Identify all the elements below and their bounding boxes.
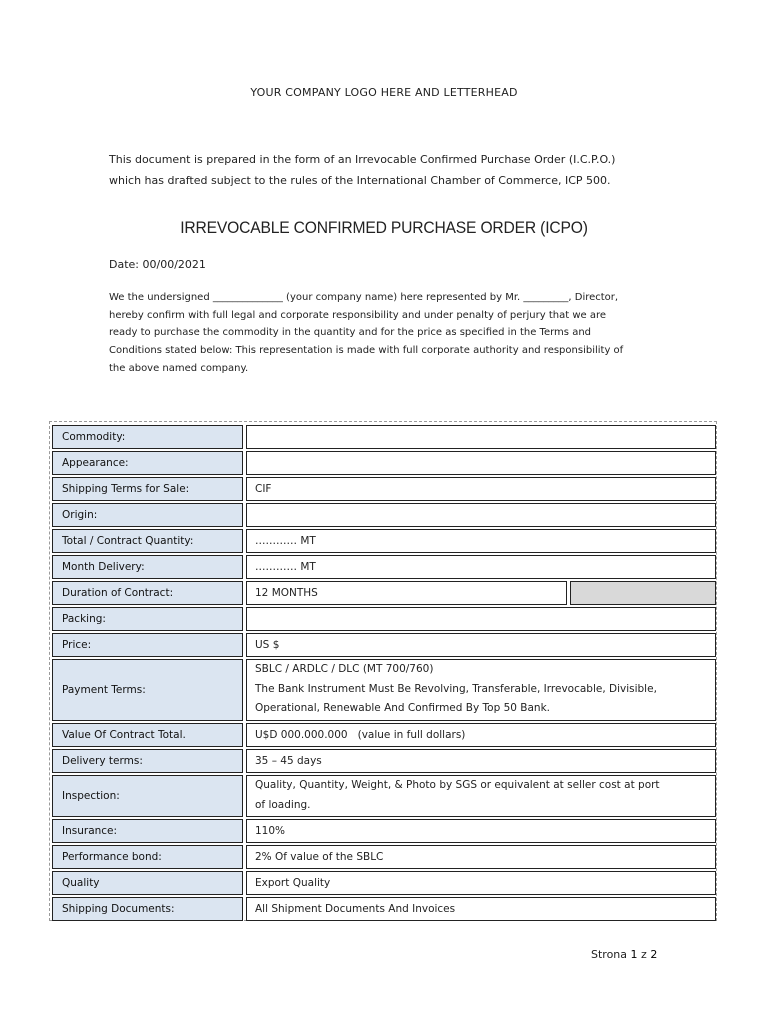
page-total: 2 [650, 948, 658, 961]
inspection-line: Quality, Quantity, Weight, & Photo by SGS or equivalent at seller cost at port [255, 779, 660, 791]
origin-label: Origin: [52, 503, 243, 527]
appearance-label: Appearance: [52, 451, 243, 475]
contract-value-value: U$D 000.000.000 (value in full dollars) [246, 723, 716, 747]
shipping-documents-label: Shipping Documents: [52, 897, 243, 921]
inspection-label: Inspection: [52, 775, 243, 817]
document-title: IRREVOCABLE CONFIRMED PURCHASE ORDER (ICPO) [180, 218, 588, 237]
page-number [591, 948, 657, 961]
inspection-value [246, 775, 716, 817]
origin-value [246, 503, 716, 527]
intro-line: This document is prepared in the form of an Irrevocable Confirmed Purchase Order (I.C.P.O.) [109, 153, 616, 166]
table-row-total-quantity [52, 529, 716, 553]
duration-value: 12 MONTHS [246, 581, 567, 605]
page-of-word: z [641, 948, 647, 961]
month-delivery-label: Month Delivery: [52, 555, 243, 579]
declaration-line: ready to purchase the commodity in the quantity and for the price as specified in the Terms and [109, 327, 592, 339]
payment-terms-line: SBLC / ARDLC / DLC (MT 700/760) [255, 663, 434, 675]
declaration-line: Conditions stated below: This representation is made with full corporate authority and responsibility of [109, 345, 624, 357]
table-row-insurance [52, 819, 716, 843]
commodity-label: Commodity: [52, 425, 243, 449]
letterhead-placeholder: YOUR COMPANY LOGO HERE AND LETTERHEAD [250, 86, 518, 99]
packing-label: Packing: [52, 607, 243, 631]
delivery-terms-label: Delivery terms: [52, 749, 243, 773]
quality-label: Quality [52, 871, 243, 895]
intro-paragraph [109, 149, 649, 191]
payment-terms-label: Payment Terms: [52, 659, 243, 721]
declaration-paragraph [109, 289, 657, 378]
intro-line: which has drafted subject to the rules of the International Chamber of Commerce, ICP 500. [109, 174, 611, 187]
delivery-terms-value: 35 – 45 days [246, 749, 716, 773]
table-row-commodity [52, 425, 716, 449]
quality-value: Export Quality [246, 871, 716, 895]
performance-bond-value: 2% Of value of the SBLC [246, 845, 716, 869]
price-label: Price: [52, 633, 243, 657]
shipping-terms-label: Shipping Terms for Sale: [52, 477, 243, 501]
total-quantity-label: Total / Contract Quantity: [52, 529, 243, 553]
price-value: US $ [246, 633, 716, 657]
declaration-line: the above named company. [109, 362, 249, 374]
table-row-appearance [52, 451, 716, 475]
shipping-terms-value: CIF [246, 477, 716, 501]
inspection-line: of loading. [255, 798, 311, 811]
payment-terms-value [246, 659, 716, 721]
declaration-line: hereby confirm with full legal and corporate responsibility and under penalty of perjury that we are [109, 309, 607, 321]
table-row-packing [52, 607, 716, 631]
page-current: 1 [630, 948, 638, 961]
table-row-origin [52, 503, 716, 527]
table-row-contract-value [52, 723, 716, 747]
page-word: Strona [591, 948, 628, 961]
shipping-documents-value: All Shipment Documents And Invoices [246, 897, 716, 921]
payment-terms-line: Operational, Renewable And Confirmed By Top 50 Bank. [255, 702, 550, 714]
table-row-month-delivery [52, 555, 716, 579]
table-row-price [52, 633, 716, 657]
duration-label: Duration of Contract: [52, 581, 243, 605]
document-date: Date: 00/00/2021 [109, 258, 206, 271]
performance-bond-label: Performance bond: [52, 845, 243, 869]
declaration-line: We the undersigned ______________ (your company name) here represented by Mr. _________, Director, [109, 292, 619, 303]
table-row-performance-bond [52, 845, 716, 869]
terms-table [49, 421, 717, 921]
table-row-payment-terms [52, 659, 716, 721]
table-row-inspection [52, 775, 716, 817]
total-quantity-value: ………… MT [246, 529, 716, 553]
commodity-value [246, 425, 716, 449]
table-row-shipping-terms [52, 477, 716, 501]
shaded-cell [570, 581, 716, 605]
contract-value-label: Value Of Contract Total. [52, 723, 243, 747]
insurance-value: 110% [246, 819, 716, 843]
table-row-shipping-documents [52, 897, 716, 921]
payment-terms-line: The Bank Instrument Must Be Revolving, Transferable, Irrevocable, Divisible, [255, 682, 657, 695]
packing-value [246, 607, 716, 631]
table-row-delivery-terms [52, 749, 716, 773]
insurance-label: Insurance: [52, 819, 243, 843]
table-row-quality [52, 871, 716, 895]
appearance-value [246, 451, 716, 475]
table-row-duration [52, 581, 716, 605]
month-delivery-value: ………… MT [246, 555, 716, 579]
